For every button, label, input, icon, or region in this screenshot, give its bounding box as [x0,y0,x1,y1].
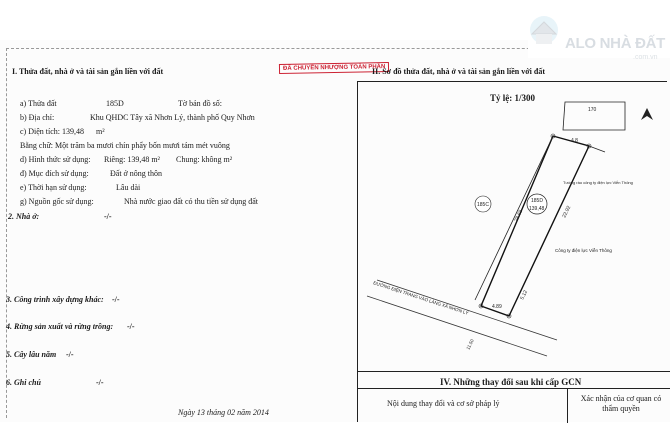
usage-private: Riêng: 139,48 m² [104,155,160,164]
road-dim: 11.50 [465,338,475,351]
forest-label: 4. Rừng sản xuất và rừng trồng: [6,322,114,331]
parcel-main-id: 185D [531,198,543,204]
road-label: ĐƯỜNG ĐIỆN TRANG VÀO LÀNG XÃ NHƠN LÝ [372,280,470,316]
term-label: e) Thời hạn sử dụng: [20,183,87,192]
address-label: b) Địa chỉ: [20,113,55,122]
issue-date: Ngày 13 tháng 02 năm 2014 [178,408,269,417]
dim-left: 28.69 [513,208,525,223]
dim-bottom: 4.89 [492,304,502,310]
area-label: c) Diện tích: 139,48 [20,127,84,136]
tree-value: -/- [66,350,74,359]
origin-label: g) Nguồn gốc sử dụng: [20,197,94,206]
note-value: -/- [96,378,104,387]
parcel-185d-outline [481,136,589,316]
map-sheet-label: Tờ bản đồ số: [178,99,223,108]
construction-label: 3. Công trình xây dựng khác: [6,295,104,304]
wall-line [589,146,605,152]
origin-value: Nhà nước giao đất có thu tiền sử dụng đất [124,197,258,206]
tree-label: 5. Cây lâu năm [6,350,57,359]
purpose-value: Đất ở nông thôn [110,169,163,178]
road-edge-2 [367,296,547,356]
construction-value: -/- [112,295,120,304]
wall-annotation: Tường rào công ty điện lực Viễn Thông [563,180,633,185]
dim-bottom-right: 5.12 [519,289,530,301]
section2-title: II. Sơ đồ thửa đất, nhà ở và tài sản gắn liền với đất [372,67,546,76]
parcel-top-id: 170 [588,107,597,113]
section1-title: I. Thửa đất, nhà ở và tài sản gắn liền với đất [12,67,164,76]
parcel-label: a) Thửa đất [20,99,57,108]
logo-brand: ALO NHÀ ĐẤT [565,35,666,52]
forest-value: -/- [127,322,135,331]
section4-title: IV. Những thay đổi sau khi cấp GCN [440,377,582,387]
area-unit: m² [96,127,105,136]
table-column-divider [567,389,568,423]
company-annotation: Công ty điện lực Viễn Thông [555,248,612,253]
transfer-stamp: ĐÃ CHUYỂN NHƯỢNG TOÀN PHẦN [279,62,389,74]
usage-form-label: d) Hình thức sử dụng: [20,155,91,164]
usage-shared: Chung: không m² [176,155,233,164]
note-label: 6. Ghi chú [6,378,41,387]
term-value: Lâu dài [116,183,141,192]
parcel-left-id: 185C [477,202,489,208]
address-value: Khu QHDC Tây xã Nhơn Lý, thành phố Quy Nhơn [90,113,255,122]
area-in-words: Bằng chữ: Một trăm ba mươi chín phẩy bốn mươi tám mét vuông [20,141,230,150]
house-label: 2. Nhà ở: [8,212,40,221]
house-value: -/- [104,212,112,221]
dim-right: 22.92 [561,204,573,219]
table-header-content: Nội dung thay đổi và cơ sở pháp lý [387,399,500,408]
parcel-value: 185D [106,99,124,108]
dim-top: 4.8 [571,138,578,144]
north-arrow-icon [641,108,653,120]
logo-domain: .com.vn [633,54,658,61]
table-header-confirm: Xác nhận của cơ quan có thẩm quyền [580,394,662,413]
parcel-main-area: 139,48 [529,206,545,212]
purpose-label: đ) Mục đích sử dụng: [20,169,89,178]
changes-table [357,388,670,423]
frame-left-border [6,48,8,418]
parcel-diagram [357,100,670,370]
scale-label: Tỷ lệ: 1/300 [490,93,535,103]
section4-divider [357,371,670,372]
